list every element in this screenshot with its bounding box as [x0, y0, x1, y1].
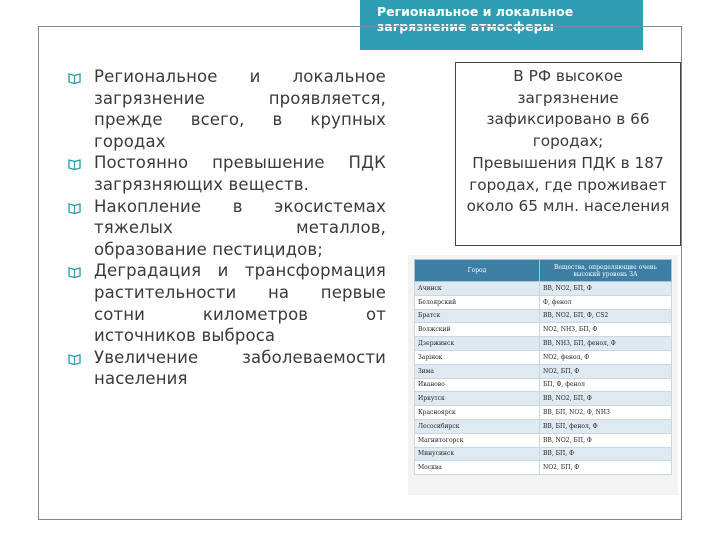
table-row — [415, 309, 672, 323]
table-cell-city: Иркутск — [415, 392, 540, 406]
table-cell-substances: БП, Ф, фенол — [540, 378, 672, 392]
table-cell-city: Минусинск — [415, 447, 540, 461]
table-row — [415, 447, 672, 461]
table-cell-city: Иваново — [415, 378, 540, 392]
table-cell-city: Красноярск — [415, 406, 540, 420]
table-row — [415, 378, 672, 392]
table-cell-city: Зима — [415, 364, 540, 378]
cities-table-image — [408, 255, 678, 495]
bullet-item — [68, 196, 386, 261]
note-text — [461, 66, 675, 218]
note-paragraph: В РФ высокое загрязнение зафиксировано в 66 городах; — [486, 67, 650, 151]
table-body — [415, 282, 672, 475]
table-row — [415, 419, 672, 433]
table-cell-city: Лесосибирск — [415, 419, 540, 433]
table-cell-substances: ВВ, NO2, БП, Ф — [540, 392, 672, 406]
book-bullet-icon — [68, 352, 81, 365]
table-row — [415, 350, 672, 364]
table-cell-substances: ВВ, БП, Ф — [540, 447, 672, 461]
table-cell-city: Магнитогорск — [415, 433, 540, 447]
table-cell-city: Белоярский — [415, 295, 540, 309]
table-row — [415, 433, 672, 447]
cities-table — [414, 259, 672, 475]
table-cell-substances: ВВ, NH3, БП, фенол, Ф — [540, 337, 672, 351]
table-cell-city: Волжский — [415, 323, 540, 337]
book-bullet-icon — [68, 201, 81, 214]
book-bullet-icon — [68, 157, 81, 170]
table-row — [415, 337, 672, 351]
table-cell-city: Дзержинск — [415, 337, 540, 351]
table-header-row — [415, 260, 672, 282]
table-row — [415, 295, 672, 309]
slide-title-text: Региональное и локальное загрязнение атмосферы — [377, 4, 574, 34]
table-cell-city: Зарінок — [415, 350, 540, 364]
table-cell-substances: NO2, БП, Ф — [540, 364, 672, 378]
bullet-text: Деградация и трансформация растительности на первые сотни километров от источников выброса — [94, 261, 386, 346]
table-cell-substances: ВВ, БП, фенол, Ф — [540, 419, 672, 433]
table-header-substances: Вещества, определяющие очень высокий уровень ЗА — [540, 260, 672, 282]
bullet-text: Постоянно превышение ПДК загрязняющих веществ. — [94, 153, 386, 194]
table-cell-city: Братск — [415, 309, 540, 323]
bullet-text: Увеличение заболеваемости населения — [94, 347, 386, 389]
bullet-item — [68, 152, 386, 195]
bullet-item — [68, 347, 386, 390]
table-row — [415, 323, 672, 337]
book-bullet-icon — [68, 71, 81, 84]
table-cell-substances: ВВ, NO2, БП, Ф, CS2 — [540, 309, 672, 323]
table-row — [415, 461, 672, 475]
bullet-item — [68, 260, 386, 346]
bullet-text: Накопление в экосистемах тяжелых металлов, образование пестицидов; — [94, 196, 386, 259]
bullet-item — [68, 66, 386, 152]
table-row — [415, 282, 672, 296]
book-bullet-icon — [68, 265, 81, 278]
table-cell-substances: NO2, NH3, БП, Ф — [540, 323, 672, 337]
table-cell-substances: ВВ, БП, NO2, Ф, NH3 — [540, 406, 672, 420]
note-paragraph: Превышения ПДК в 187 городах, где проживает около 65 млн. населения — [466, 153, 670, 216]
table-cell-substances: NO2, БП, Ф — [540, 461, 672, 475]
table-header-city: Город — [415, 260, 540, 282]
table-cell-city: Москва — [415, 461, 540, 475]
table-cell-substances: ВВ, NO2, БП, Ф — [540, 282, 672, 296]
table-cell-substances: ВВ, NO2, БП, Ф — [540, 433, 672, 447]
table-row — [415, 406, 672, 420]
table-row — [415, 364, 672, 378]
table-cell-substances: NO2, фенол, Ф — [540, 350, 672, 364]
table-row — [415, 392, 672, 406]
bullet-list — [68, 66, 386, 390]
table-cell-city: Ачинск — [415, 282, 540, 296]
bullet-text: Региональное и локальное загрязнение проявляется, прежде всего, в крупных городах — [94, 67, 386, 151]
table-cell-substances: Ф, фенол — [540, 295, 672, 309]
